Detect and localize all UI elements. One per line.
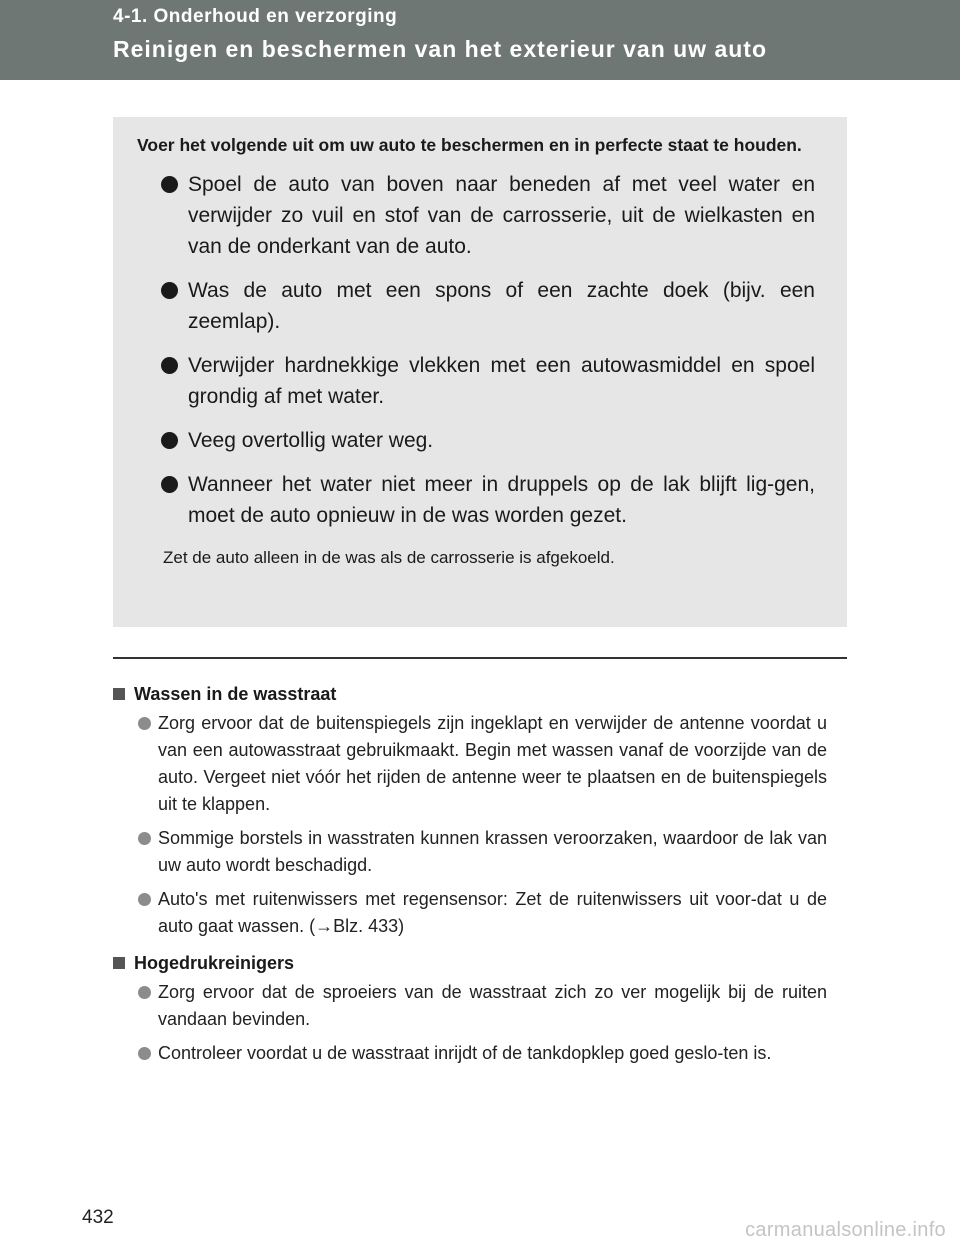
subheading-pressure-washers bbox=[113, 947, 827, 979]
page-number: 432 bbox=[82, 1207, 114, 1228]
intro-bullet-text: Was de auto met een spons of een zachte doek (bijv. een zeemlap). bbox=[188, 279, 815, 333]
subheading-text: Wassen in de wasstraat bbox=[134, 684, 337, 704]
intro-text: Voer het volgende uit om uw auto te beschermen en in perfecte staat te houden. bbox=[137, 135, 802, 155]
note-item bbox=[138, 979, 827, 1033]
section-divider bbox=[113, 657, 847, 659]
bullet-dot-icon bbox=[161, 432, 178, 449]
note-text: Zorg ervoor dat de sproeiers van de wasstraat zich zo ver mogelijk bij de ruiten vandaan bevinden. bbox=[158, 982, 827, 1029]
intro-bullet-text: Spoel de auto van boven naar beneden af met veel water en verwijder zo vuil en stof van de carrosserie, uit de wielkasten en van de onderkant van de auto. bbox=[188, 173, 815, 258]
bullet-dot-icon bbox=[161, 282, 178, 299]
intro-bullet bbox=[161, 275, 815, 337]
square-bullet-icon bbox=[113, 957, 125, 969]
bullet-dot-icon bbox=[138, 832, 151, 845]
intro-bullet bbox=[161, 469, 815, 531]
note-item bbox=[138, 886, 827, 940]
intro-bullet bbox=[161, 425, 815, 456]
intro-bullet bbox=[161, 169, 815, 262]
note-text: Sommige borstels in wasstraten kunnen krassen veroorzaken, waardoor de lak van uw auto wordt beschadigd. bbox=[158, 828, 827, 875]
note-item bbox=[138, 825, 827, 879]
watermark-text: carmanualsonline.info bbox=[745, 1219, 946, 1241]
intro-bullet-text: Veeg overtollig water weg. bbox=[188, 429, 434, 452]
bullet-dot-icon bbox=[161, 357, 178, 374]
note-text: Controleer voordat u de wasstraat inrijdt of de tankdopklep goed geslo-ten is. bbox=[158, 1043, 772, 1063]
notes-content bbox=[113, 678, 827, 1074]
subheading-car-wash bbox=[113, 678, 827, 710]
intro-bullet-text: Wanneer het water niet meer in druppels op de lak blijft lig-gen, moet de auto opnieuw in de was worden gezet. bbox=[188, 473, 815, 527]
bullet-dot-icon bbox=[161, 176, 178, 193]
bullet-dot-icon bbox=[138, 1047, 151, 1060]
intro-note: Zet de auto alleen in de was als de carrosserie is afgekoeld. bbox=[163, 548, 615, 567]
note-text: Auto's met ruitenwissers met regensensor: Zet de ruitenwissers uit voor-dat u de auto gaat wassen. (→Blz. 433) bbox=[158, 889, 827, 936]
subheading-text: Hogedrukreinigers bbox=[134, 953, 295, 973]
bullet-dot-icon bbox=[138, 717, 151, 730]
intro-bullet-text: Verwijder hardnekkige vlekken met een autowasmiddel en spoel grondig af met water. bbox=[188, 354, 815, 408]
note-item bbox=[138, 710, 827, 818]
intro-bullet-list bbox=[161, 169, 815, 531]
bullet-dot-icon bbox=[161, 476, 178, 493]
intro-box bbox=[113, 117, 847, 627]
note-item bbox=[138, 1040, 827, 1067]
page-header bbox=[0, 0, 960, 80]
page-title: Reinigen en beschermen van het exterieur van uw auto bbox=[113, 36, 768, 62]
square-bullet-icon bbox=[113, 688, 125, 700]
bullet-dot-icon bbox=[138, 893, 151, 906]
intro-bullet bbox=[161, 350, 815, 412]
bullet-dot-icon bbox=[138, 986, 151, 999]
section-label: 4-1. Onderhoud en verzorging bbox=[113, 6, 398, 27]
note-text: Zorg ervoor dat de buitenspiegels zijn ingeklapt en verwijder de antenne voordat u van een autowasstraat gebruikmaakt. Begin met wassen vanaf de voorzijde van de auto. Vergeet niet vóór het rijden de antenne weer te plaatsen en de buitenspiegels uit te klappen. bbox=[158, 713, 827, 814]
